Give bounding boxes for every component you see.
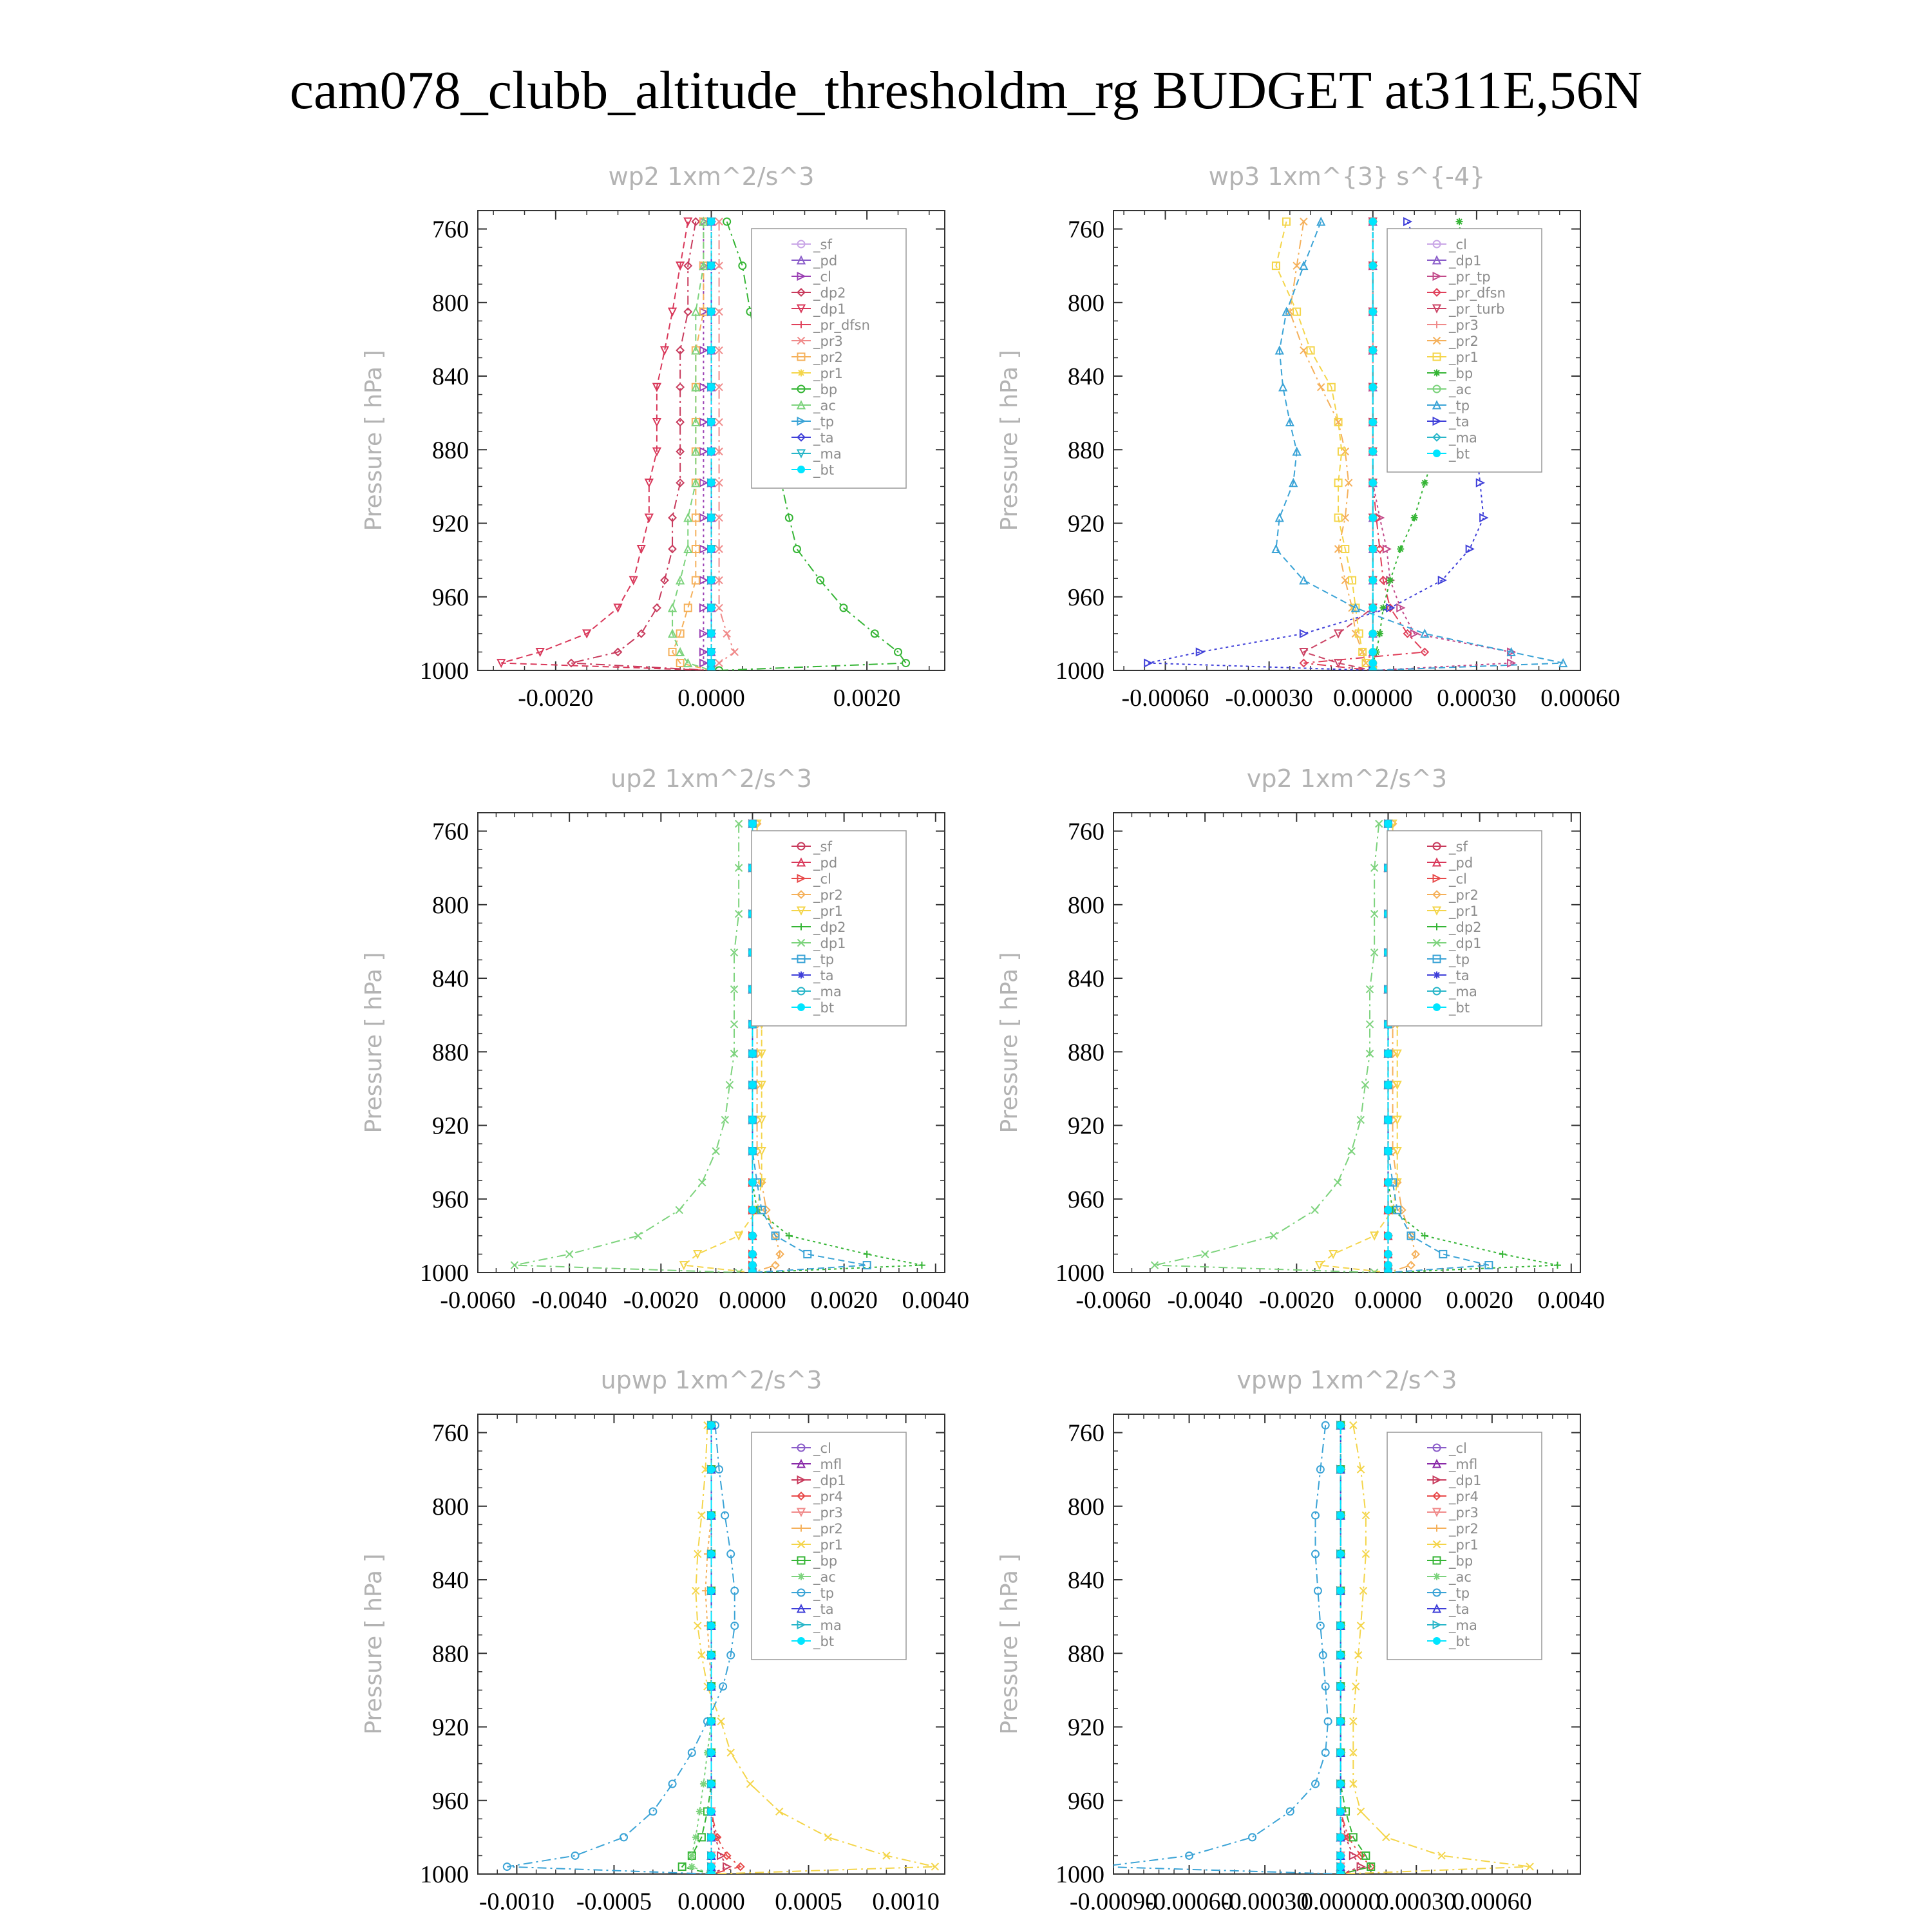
panel-up2 <box>361 764 969 1314</box>
legend-label: _pr3 <box>1449 317 1479 333</box>
legend-label: _pr2 <box>1449 887 1479 903</box>
data-point <box>708 545 715 553</box>
legend-marker <box>797 1003 805 1011</box>
data-point <box>708 659 715 667</box>
data-point <box>748 1148 756 1155</box>
y-tick-label: 840 <box>432 965 469 993</box>
data-point <box>1369 630 1377 638</box>
legend-label: _ma <box>1449 1618 1477 1633</box>
x-tick-label: -0.0020 <box>518 685 594 712</box>
y-tick-label: 800 <box>1068 289 1104 317</box>
data-point <box>1369 218 1377 225</box>
y-tick-label: 920 <box>1068 510 1104 538</box>
data-point <box>1384 1179 1392 1186</box>
y-tick-label: 960 <box>432 583 469 611</box>
x-tick-label: 0.0040 <box>1537 1287 1605 1314</box>
legend-label: _mfl <box>1449 1457 1478 1472</box>
data-point <box>1379 604 1387 611</box>
legend-label: _dp2 <box>813 285 846 301</box>
y-tick-label: 840 <box>1068 1567 1104 1595</box>
legend-label: _pr2 <box>813 887 843 903</box>
y-tick-label: 920 <box>1068 1112 1104 1140</box>
legend-label: _bt <box>1449 1634 1470 1649</box>
data-point <box>708 1466 715 1473</box>
legend-label: _dp1 <box>1449 1473 1482 1488</box>
data-point <box>748 1050 756 1057</box>
data-point <box>1369 576 1377 584</box>
data-point <box>708 346 715 354</box>
y-axis-label: Pressure [ hPa ] <box>996 952 1023 1133</box>
legend-label: _pr2 <box>813 350 843 365</box>
y-tick-label: 920 <box>432 510 469 538</box>
y-tick-label: 760 <box>432 818 469 846</box>
data-point <box>708 1587 715 1595</box>
x-tick-label: 0.0000 <box>677 685 745 712</box>
legend-label: _pr4 <box>1449 1489 1479 1504</box>
data-point <box>1337 1587 1345 1595</box>
legend-label: _ac <box>813 1569 836 1585</box>
legend-label: _bt <box>813 1634 835 1649</box>
data-point <box>708 604 715 612</box>
data-point <box>1369 545 1377 553</box>
legend-label: _pr1 <box>1449 904 1479 919</box>
data-point <box>1337 1511 1345 1519</box>
data-point <box>748 1232 756 1240</box>
x-tick-label: 0.0020 <box>810 1287 878 1314</box>
panel-title: vpwp 1xm^2/s^3 <box>1236 1366 1457 1394</box>
data-point <box>1337 1863 1345 1871</box>
data-point <box>1369 659 1377 667</box>
y-tick-label: 920 <box>432 1112 469 1140</box>
x-tick-label: -0.0005 <box>576 1888 652 1915</box>
data-point <box>748 1206 756 1214</box>
legend-label: _bp <box>1449 1553 1473 1569</box>
x-tick-label: -0.00060 <box>1145 1888 1233 1915</box>
data-point <box>748 1116 756 1124</box>
data-point <box>1369 308 1377 316</box>
data-point <box>1337 1780 1345 1788</box>
data-point <box>700 1781 707 1788</box>
data-point <box>708 1651 715 1659</box>
y-axis-label: Pressure [ hPa ] <box>996 1553 1023 1735</box>
panel-wp2 <box>361 162 945 712</box>
y-tick-label: 800 <box>1068 1493 1104 1520</box>
legend-marker <box>798 972 805 979</box>
legend-label: _bp <box>1449 366 1473 381</box>
y-tick-label: 880 <box>1068 437 1104 464</box>
panel-vp2 <box>996 764 1605 1314</box>
legend-label: _pr2 <box>813 1521 843 1537</box>
data-point <box>1397 545 1404 553</box>
legend-label: _bt <box>813 462 835 478</box>
figure-title: cam078_clubb_altitude_thresholdm_rg BUDGET at311E,56N <box>289 61 1643 120</box>
data-point <box>708 1749 715 1757</box>
data-point <box>1384 1050 1392 1057</box>
y-tick-label: 760 <box>1068 818 1104 846</box>
data-point <box>708 1622 715 1629</box>
y-tick-label: 800 <box>432 891 469 919</box>
x-tick-label: 0.0020 <box>833 685 901 712</box>
y-tick-label: 760 <box>1068 1419 1104 1447</box>
y-tick-label: 880 <box>432 1039 469 1066</box>
legend-label: _pr3 <box>813 334 843 349</box>
legend-label: _ta <box>1449 414 1470 430</box>
data-point <box>708 448 715 455</box>
data-point <box>1384 1148 1392 1155</box>
data-point <box>748 1250 756 1258</box>
y-tick-label: 880 <box>432 1640 469 1668</box>
data-point <box>1369 514 1377 522</box>
y-tick-label: 760 <box>432 216 469 243</box>
legend-marker <box>1434 1573 1441 1580</box>
data-point <box>708 308 715 316</box>
x-tick-label: 0.00060 <box>1540 685 1620 712</box>
legend-label: _bp <box>813 1553 838 1569</box>
data-point <box>1337 1808 1345 1815</box>
y-tick-label: 840 <box>1068 965 1104 993</box>
data-point <box>1387 577 1394 584</box>
data-point <box>1384 1262 1392 1269</box>
data-point <box>748 1081 756 1089</box>
data-point <box>708 1511 715 1519</box>
data-point <box>708 514 715 522</box>
x-tick-label: -0.0020 <box>623 1287 699 1314</box>
data-point <box>1384 1250 1392 1258</box>
legend-label: _tp <box>1449 1586 1470 1601</box>
legend-label: _pr3 <box>1449 1505 1479 1520</box>
x-tick-label: 0.0000 <box>1354 1287 1422 1314</box>
data-point <box>1369 479 1377 487</box>
data-point <box>1369 667 1377 674</box>
data-point <box>708 576 715 584</box>
x-tick-label: -0.0040 <box>531 1287 607 1314</box>
legend-label: _ma <box>813 446 842 462</box>
data-point <box>692 1833 699 1841</box>
legend-marker <box>1434 972 1441 979</box>
y-tick-label: 920 <box>432 1714 469 1741</box>
legend-label: _sf <box>813 237 832 252</box>
legend-label: _cl <box>1449 871 1467 887</box>
panel-upwp <box>361 1366 945 1915</box>
legend-label: _pr1 <box>1449 350 1479 365</box>
y-axis-label: Pressure [ hPa ] <box>361 350 387 531</box>
data-point <box>1369 383 1377 391</box>
legend-label: _pr1 <box>813 904 843 919</box>
data-point <box>1337 1421 1345 1429</box>
x-tick-label: 0.0005 <box>775 1888 842 1915</box>
legend-label: _dp1 <box>813 936 846 951</box>
legend-label: _pd <box>813 253 838 269</box>
x-tick-label: -0.00060 <box>1121 685 1209 712</box>
data-point <box>748 1269 756 1276</box>
data-point <box>708 648 715 656</box>
legend-label: _pr2 <box>1449 334 1479 349</box>
legend-label: _tp <box>1449 398 1470 413</box>
y-tick-label: 800 <box>432 1493 469 1520</box>
data-point <box>1384 820 1392 828</box>
data-point <box>1411 514 1418 521</box>
legend-label: _tp <box>813 952 835 967</box>
legend-marker <box>797 1637 805 1645</box>
legend-marker <box>1433 1637 1441 1645</box>
y-tick-label: 960 <box>432 1186 469 1213</box>
legend-label: _tp <box>813 414 835 430</box>
data-point <box>708 262 715 270</box>
legend-label: _cl <box>813 871 831 887</box>
legend-label: _tp <box>813 1586 835 1601</box>
legend-label: _tp <box>1449 952 1470 967</box>
legend-label: _dp2 <box>1449 920 1482 935</box>
x-tick-label: -0.00090 <box>1069 1888 1158 1915</box>
legend-label: _pr4 <box>813 1489 843 1504</box>
y-tick-label: 800 <box>1068 891 1104 919</box>
legend-label: _ma <box>1449 984 1477 999</box>
data-point <box>708 383 715 391</box>
legend-label: _dp1 <box>1449 253 1482 269</box>
legend-label: _dp2 <box>813 920 846 935</box>
data-point <box>708 1808 715 1815</box>
legend-label: _dp1 <box>813 1473 846 1488</box>
x-tick-label: 0.0010 <box>872 1888 940 1915</box>
data-point <box>708 667 715 674</box>
legend-label: _pd <box>813 855 838 871</box>
x-tick-label: -0.0060 <box>1075 1287 1151 1314</box>
data-point <box>708 1833 715 1841</box>
x-tick-label: 0.0000 <box>719 1287 786 1314</box>
legend-label: _sf <box>1449 839 1468 855</box>
data-point <box>1384 1116 1392 1124</box>
legend-marker <box>798 370 805 377</box>
legend-label: _bt <box>1449 1000 1470 1016</box>
data-point <box>1337 1466 1345 1473</box>
data-point <box>1384 1081 1392 1089</box>
legend-label: _ta <box>1449 968 1470 983</box>
data-point <box>708 418 715 426</box>
y-tick-label: 1000 <box>420 1861 469 1888</box>
data-point <box>1337 1651 1345 1659</box>
legend-label: _ma <box>813 984 842 999</box>
legend-marker <box>1433 450 1441 457</box>
data-point <box>688 1863 696 1870</box>
y-tick-label: 1000 <box>420 1260 469 1287</box>
x-tick-label: 0.00030 <box>1376 1888 1457 1915</box>
data-point <box>1421 479 1428 486</box>
y-tick-label: 960 <box>432 1787 469 1815</box>
legend-label: _ta <box>1449 1602 1470 1617</box>
legend-label: _dp1 <box>813 301 846 317</box>
y-axis-label: Pressure [ hPa ] <box>361 952 387 1133</box>
legend-label: _ac <box>1449 1569 1472 1585</box>
y-tick-label: 960 <box>1068 1186 1104 1213</box>
y-tick-label: 1000 <box>420 658 469 685</box>
data-point <box>1369 418 1377 426</box>
y-tick-label: 840 <box>432 363 469 391</box>
data-point <box>696 1808 703 1815</box>
data-point <box>708 479 715 487</box>
legend-label: _pr_tp <box>1449 269 1491 285</box>
data-point <box>688 1852 696 1859</box>
legend-label: _bt <box>1449 446 1470 462</box>
panel-title: wp3 1xm^{3} s^{-4} <box>1208 162 1486 191</box>
data-point <box>748 1262 756 1269</box>
data-point <box>1337 1718 1345 1725</box>
x-tick-label: -0.00030 <box>1221 1888 1309 1915</box>
panels-group <box>361 162 1620 1915</box>
x-tick-label: -0.0020 <box>1258 1287 1334 1314</box>
y-tick-label: 960 <box>1068 1787 1104 1815</box>
data-point <box>708 630 715 638</box>
panel-title: wp2 1xm^2/s^3 <box>608 162 815 191</box>
data-point <box>708 218 715 225</box>
x-tick-label: 0.00060 <box>1452 1888 1532 1915</box>
data-point <box>1337 1550 1345 1558</box>
x-tick-label: 0.0040 <box>902 1287 970 1314</box>
data-point <box>708 1870 715 1878</box>
panel-title: up2 1xm^2/s^3 <box>611 764 812 793</box>
legend-label: _pr2 <box>1449 1521 1479 1537</box>
legend-marker <box>797 466 805 473</box>
x-tick-label: -0.0060 <box>440 1287 516 1314</box>
y-tick-label: 840 <box>1068 363 1104 391</box>
legend-label: _cl <box>813 1441 831 1456</box>
panel-title: vp2 1xm^2/s^3 <box>1246 764 1448 793</box>
data-point <box>708 1718 715 1725</box>
data-point <box>1369 448 1377 455</box>
legend-label: _pd <box>1449 855 1473 871</box>
legend-label: _ta <box>813 430 834 446</box>
legend-label: _bp <box>813 382 838 397</box>
data-point <box>1384 1232 1392 1240</box>
data-point <box>1337 1833 1345 1841</box>
legend-label: _cl <box>1449 237 1467 252</box>
data-point <box>1384 1269 1392 1276</box>
legend-label: _ma <box>813 1618 842 1633</box>
x-tick-label: 0.00000 <box>1333 685 1413 712</box>
data-point <box>708 1780 715 1788</box>
y-tick-label: 840 <box>432 1567 469 1595</box>
legend-label: _mfl <box>813 1457 842 1472</box>
y-axis-label: Pressure [ hPa ] <box>996 350 1023 531</box>
legend-label: _pr1 <box>1449 1537 1479 1553</box>
panel-wp3 <box>996 162 1620 712</box>
data-point <box>1369 648 1377 656</box>
panel-title: upwp 1xm^2/s^3 <box>600 1366 822 1394</box>
legend-label: _cl <box>1449 1441 1467 1456</box>
data-point <box>708 1550 715 1558</box>
legend-label: _pr1 <box>813 366 843 381</box>
data-point <box>1337 1622 1345 1629</box>
y-tick-label: 880 <box>1068 1640 1104 1668</box>
x-tick-label: 0.0000 <box>677 1888 745 1915</box>
legend-label: _ac <box>1449 382 1472 397</box>
data-point <box>708 1852 715 1859</box>
y-axis-label: Pressure [ hPa ] <box>361 1553 387 1735</box>
y-tick-label: 1000 <box>1056 1861 1104 1888</box>
data-point <box>1456 218 1463 225</box>
data-point <box>1337 1749 1345 1757</box>
data-point <box>1369 346 1377 354</box>
data-point <box>708 1421 715 1429</box>
y-tick-label: 920 <box>1068 1714 1104 1741</box>
legend-label: _ac <box>813 398 836 413</box>
legend-label: _ta <box>813 968 834 983</box>
legend-label: _cl <box>813 269 831 285</box>
y-tick-label: 760 <box>432 1419 469 1447</box>
y-tick-label: 880 <box>1068 1039 1104 1066</box>
x-tick-label: -0.00030 <box>1225 685 1313 712</box>
legend-label: _ta <box>813 1602 834 1617</box>
y-tick-label: 880 <box>432 437 469 464</box>
legend-label: _pr1 <box>813 1537 843 1553</box>
y-tick-label: 960 <box>1068 583 1104 611</box>
legend-label: _pr_dfsn <box>1449 285 1506 301</box>
data-point <box>748 820 756 828</box>
legend-marker <box>798 1573 805 1580</box>
legend-label: _ma <box>1449 430 1477 446</box>
legend-label: _pr_turb <box>1449 301 1505 317</box>
data-point <box>1337 1683 1345 1690</box>
x-tick-label: 0.00000 <box>1300 1888 1381 1915</box>
legend-label: _sf <box>813 839 832 855</box>
x-tick-label: 0.00030 <box>1437 685 1517 712</box>
data-point <box>1337 1870 1345 1878</box>
legend-label: _pr_dfsn <box>813 317 870 333</box>
y-tick-label: 1000 <box>1056 658 1104 685</box>
legend-label: _pr3 <box>813 1505 843 1520</box>
legend-label: _bt <box>813 1000 835 1016</box>
data-point <box>708 1863 715 1871</box>
y-tick-label: 1000 <box>1056 1260 1104 1287</box>
data-point <box>708 1683 715 1690</box>
data-point <box>1369 604 1377 612</box>
data-point <box>1384 1206 1392 1214</box>
x-tick-label: -0.0010 <box>478 1888 554 1915</box>
x-tick-label: 0.0020 <box>1446 1287 1513 1314</box>
y-tick-label: 760 <box>1068 216 1104 243</box>
legend-marker <box>1433 1003 1441 1011</box>
panel-vpwp <box>996 1366 1580 1915</box>
legend-marker <box>1434 370 1441 377</box>
data-point <box>1337 1852 1345 1859</box>
data-point <box>748 1179 756 1186</box>
data-point <box>1369 262 1377 270</box>
x-tick-label: -0.0040 <box>1167 1287 1243 1314</box>
y-tick-label: 800 <box>432 289 469 317</box>
legend-label: _dp1 <box>1449 936 1482 951</box>
